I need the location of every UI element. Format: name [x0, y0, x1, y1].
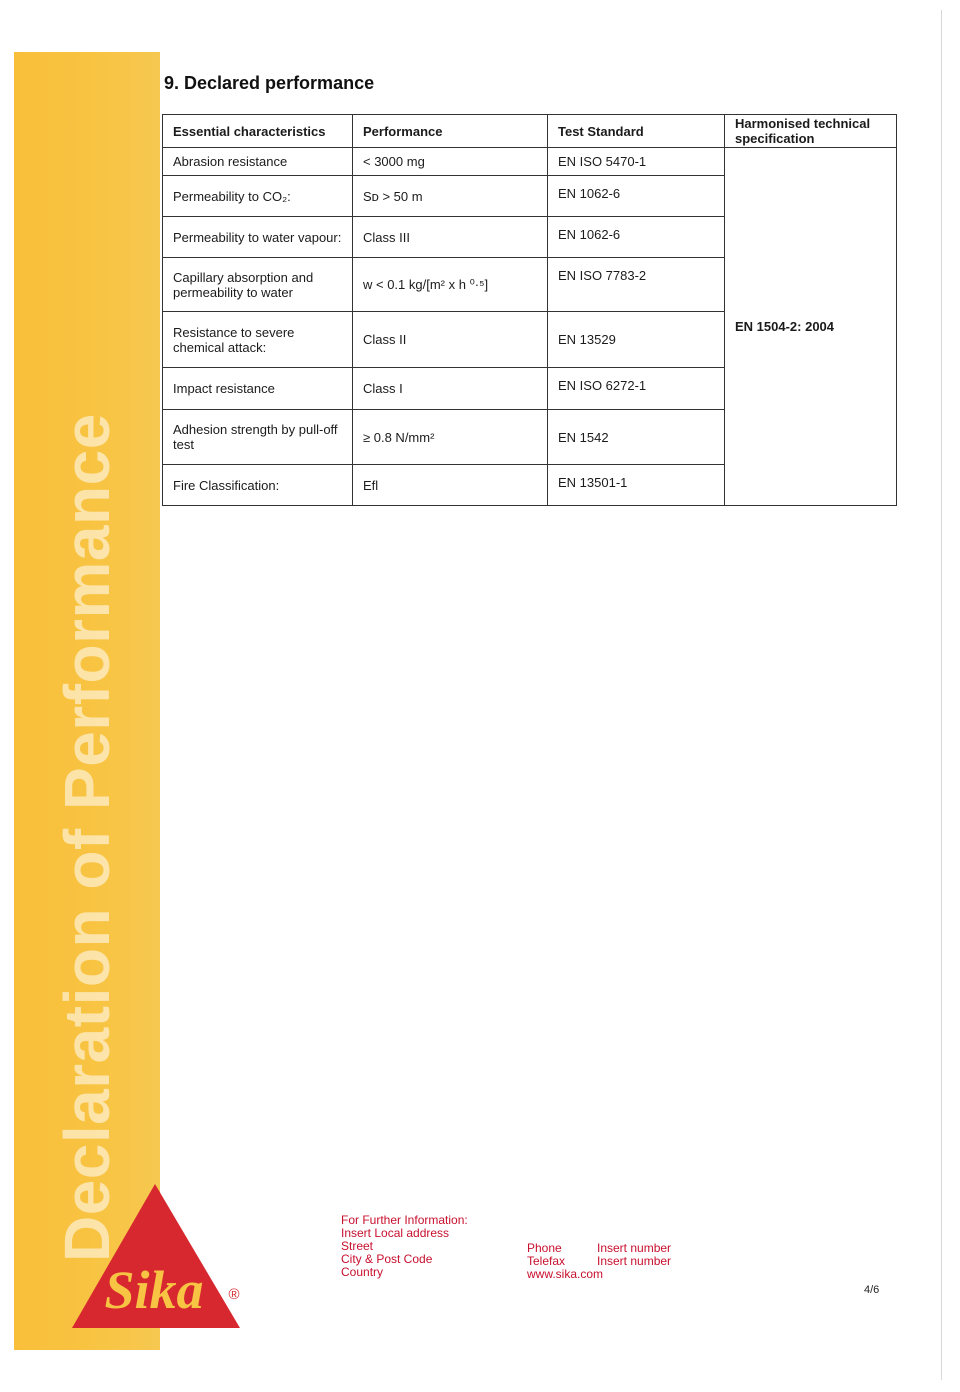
- table-header-row: [163, 115, 897, 148]
- header-specification: Harmonised technical specification: [725, 115, 897, 148]
- cell-standard: EN 13529: [548, 312, 725, 368]
- footer-line: Insert Local address: [341, 1226, 450, 1240]
- cell-characteristic: Abrasion resistance: [163, 148, 353, 176]
- sika-logo: [70, 1182, 250, 1332]
- cell-characteristic: Permeability to water vapour:: [163, 217, 353, 258]
- cell-performance: < 3000 mg: [353, 148, 548, 176]
- cell-performance: Class I: [353, 368, 548, 410]
- footer-telefax-value: Insert number: [597, 1254, 672, 1268]
- cell-performance: w < 0.1 kg/[m² x h ⁰·⁵]: [353, 258, 548, 312]
- footer-line: Country: [341, 1265, 384, 1279]
- table-row: [163, 148, 897, 176]
- side-band-title: Declaration of Performance: [51, 413, 123, 1262]
- cell-specification: EN 1504-2: 2004: [725, 148, 897, 506]
- cell-standard: EN ISO 7783-2: [548, 258, 725, 312]
- cell-standard: EN 1542: [548, 410, 725, 465]
- cell-standard: EN ISO 5470-1: [548, 148, 725, 176]
- cell-characteristic: Adhesion strength by pull-off test: [163, 410, 353, 465]
- cell-characteristic: Resistance to severe chemical attack:: [163, 312, 353, 368]
- cell-performance: Class III: [353, 217, 548, 258]
- performance-table: [162, 114, 897, 506]
- footer-website-link[interactable]: www.sika.com: [527, 1267, 604, 1281]
- header-characteristics: Essential characteristics: [163, 115, 353, 148]
- footer-phone-label: Phone: [527, 1241, 562, 1255]
- cell-standard: EN ISO 6272-1: [548, 368, 725, 410]
- sika-logo-text: Sika: [104, 1260, 204, 1320]
- cell-characteristic: Fire Classification:: [163, 465, 353, 506]
- cell-standard: EN 13501-1: [548, 465, 725, 506]
- registered-mark: ®: [228, 1286, 240, 1303]
- header-test-standard: Test Standard: [548, 115, 725, 148]
- cell-performance: Class II: [353, 312, 548, 368]
- page-edge-line: [941, 10, 942, 1380]
- footer-telefax-label: Telefax: [527, 1254, 566, 1268]
- cell-performance: Sᴅ > 50 m: [353, 176, 548, 217]
- footer-contact-labels: [527, 1242, 603, 1281]
- cell-standard: EN 1062-6: [548, 176, 725, 217]
- cell-performance: ≥ 0.8 N/mm²: [353, 410, 548, 465]
- header-performance: Performance: [353, 115, 548, 148]
- page-number: 4/6: [864, 1284, 880, 1296]
- cell-performance: Efl: [353, 465, 548, 506]
- footer-contact-values: [597, 1242, 671, 1268]
- side-band: [14, 52, 160, 1350]
- cell-characteristic: Impact resistance: [163, 368, 353, 410]
- footer-address: [341, 1214, 468, 1279]
- cell-characteristic: Permeability to CO₂:: [163, 176, 353, 217]
- section-heading: 9. Declared performance: [164, 73, 375, 93]
- cell-standard: EN 1062-6: [548, 217, 725, 258]
- cell-characteristic: Capillary absorption and permeability to water: [163, 258, 353, 312]
- footer-line: For Further Information:: [341, 1213, 468, 1227]
- footer-line: City & Post Code: [341, 1252, 433, 1266]
- footer-line: Street: [341, 1239, 374, 1253]
- footer-phone-value: Insert number: [597, 1241, 672, 1255]
